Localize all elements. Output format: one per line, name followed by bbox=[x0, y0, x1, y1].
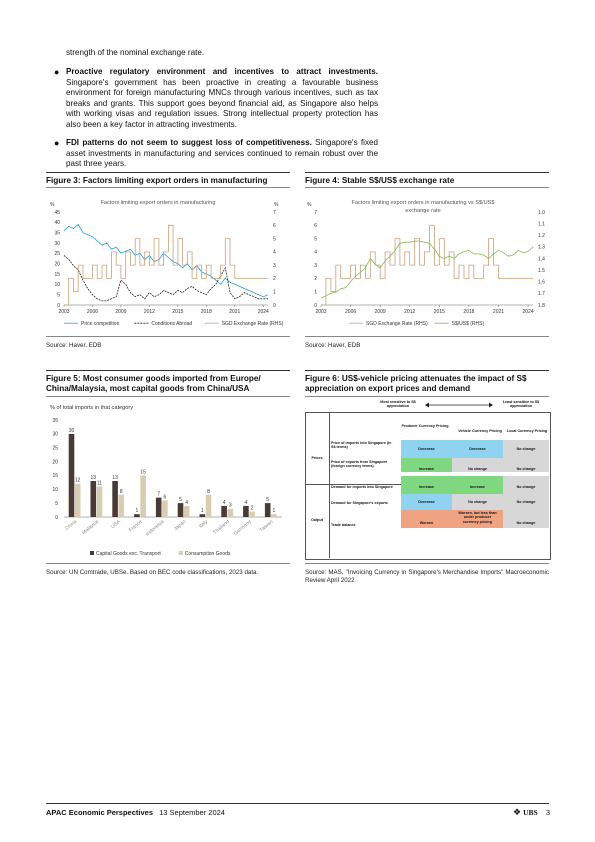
chart-title: % of total imports in that category bbox=[50, 405, 134, 411]
ubs-logo-icon: ❖ bbox=[512, 807, 522, 817]
y-tick-label-right: 1.4 bbox=[538, 256, 545, 263]
row-label: Trade balance bbox=[331, 523, 356, 527]
bar-capital bbox=[200, 514, 206, 517]
x-tick-label: France bbox=[127, 518, 144, 534]
row-label: Price of exports from Singapore (foreign currency terms) bbox=[331, 460, 388, 469]
y-tick-label-right: 3 bbox=[273, 262, 276, 269]
bar-value-label: 8 bbox=[119, 488, 123, 495]
bar-value-label: 8 bbox=[207, 488, 210, 495]
chart-title: Factors limiting export orders in manufacturing vs S$/US$ bbox=[351, 200, 495, 206]
y-tick-label: 1 bbox=[314, 289, 317, 296]
series-line-0 bbox=[64, 224, 268, 296]
x-tick-label: Thailand bbox=[212, 518, 231, 536]
bar-value-label: 11 bbox=[96, 480, 103, 487]
footer-right bbox=[490, 807, 550, 818]
y-tick-label: 6 bbox=[314, 223, 317, 230]
y-tick-label: 40 bbox=[54, 220, 60, 227]
series-line-2 bbox=[64, 225, 268, 305]
bar-value-label: 5 bbox=[179, 497, 182, 504]
row-label: Price of imports into Singapore (in S$ terms) bbox=[331, 441, 392, 450]
bar-consumption bbox=[249, 512, 255, 518]
fig4-chart bbox=[305, 194, 553, 332]
y-tick-label: 15 bbox=[54, 271, 60, 278]
footer-title: APAC Economic Perspectives bbox=[46, 808, 153, 817]
fig5-source: Source: UN Comtrade, UBSe. Based on BEC code classifications, 2023 data. bbox=[46, 569, 259, 576]
y-tick-label: 20 bbox=[54, 261, 60, 268]
y-tick-label-right: 1 bbox=[273, 289, 276, 296]
footer-date: 13 September 2024 bbox=[159, 808, 225, 817]
bullet-text: Singapore's fixed asset investments in manufacturing and services continued to remain robust over the past three years. bbox=[66, 138, 378, 169]
series-line-1 bbox=[321, 241, 533, 298]
bar-value-label: 4 bbox=[185, 499, 189, 506]
x-tick-label: 2012 bbox=[404, 309, 416, 315]
y-axis-label-right: % bbox=[274, 202, 279, 208]
y-tick-label: 25 bbox=[52, 445, 58, 452]
x-tick-label: 2012 bbox=[143, 309, 155, 315]
y-tick-label-right: 4 bbox=[273, 249, 276, 256]
bar-consumption bbox=[206, 495, 212, 517]
bar-value-label: 4 bbox=[222, 499, 226, 506]
y-tick-label: 2 bbox=[314, 276, 317, 283]
group-prices: Prices bbox=[311, 456, 323, 460]
y-tick-label: 35 bbox=[52, 417, 58, 424]
col-local: Local Currency Pricing bbox=[506, 429, 548, 433]
y-tick-label: 45 bbox=[54, 209, 60, 216]
y-tick-label: 0 bbox=[314, 302, 317, 309]
legend-label: SGD Exchange Rate (RHS) bbox=[366, 321, 428, 327]
x-tick-label: Japan bbox=[172, 518, 188, 533]
fig6-title: Figure 6: US$-vehicle pricing attenuates the impact of S$ appreciation on export prices and demand bbox=[305, 374, 527, 393]
y-tick-label: 10 bbox=[54, 282, 60, 289]
y-tick-label: 35 bbox=[54, 230, 60, 237]
y-tick-label: 25 bbox=[54, 251, 60, 258]
bullet-bold: Proactive regulatory environment and incentives to attract investments. bbox=[66, 67, 378, 76]
bar-capital bbox=[69, 434, 75, 517]
y-tick-label: 10 bbox=[52, 487, 58, 494]
fig6-source: Source: MAS, "Invoicing Currency in Singapore's Merchandise Imports" Macroeconomic Review April 2022 bbox=[305, 569, 549, 584]
table-cell: Decrease bbox=[452, 440, 503, 458]
bar-value-label: 13 bbox=[90, 475, 97, 481]
x-tick-label: 2003 bbox=[315, 309, 327, 315]
y-tick-label: 20 bbox=[52, 459, 58, 466]
table-cell: No change bbox=[452, 494, 503, 510]
chart-title: Factors limiting export orders in manufacturing bbox=[100, 200, 216, 206]
fig6-table bbox=[305, 398, 549, 560]
bar-capital bbox=[134, 514, 140, 517]
x-tick-label: 2003 bbox=[58, 309, 70, 315]
y-tick-label-right: 2 bbox=[273, 276, 276, 283]
x-tick-label: Italy bbox=[198, 518, 209, 530]
bar-consumption bbox=[140, 475, 146, 517]
table-cell: Increase bbox=[401, 458, 452, 472]
series-line-0 bbox=[321, 225, 533, 305]
bar-value-label: 13 bbox=[112, 475, 118, 481]
y-tick-label-right: 7 bbox=[273, 209, 276, 216]
bar-value-label: 15 bbox=[140, 469, 146, 476]
bar-value-label: 4 bbox=[244, 499, 248, 506]
y-tick-label-right: 1.2 bbox=[538, 233, 545, 240]
least-sensitive-label: Least sensitive to S$ appreciation bbox=[502, 400, 540, 409]
x-tick-label: 2024 bbox=[522, 309, 534, 315]
bar-consumption bbox=[75, 484, 81, 517]
bullet-regulatory bbox=[54, 67, 378, 131]
bullet-fdi bbox=[54, 138, 378, 170]
bar-capital bbox=[178, 503, 184, 517]
y-tick-label: 3 bbox=[314, 262, 317, 269]
bar-value-label: 7 bbox=[157, 491, 161, 498]
bullet-bold: FDI patterns do not seem to suggest loss of competitiveness. bbox=[66, 138, 312, 147]
bar-consumption bbox=[184, 506, 190, 517]
bar-capital bbox=[156, 498, 162, 517]
chart-title-line2: exchange rate bbox=[405, 208, 441, 214]
x-tick-label: 2021 bbox=[229, 309, 241, 315]
table-cell: No change bbox=[503, 510, 549, 528]
ubs-brand: UBS bbox=[523, 808, 538, 817]
bar-capital bbox=[221, 506, 227, 517]
y-tick-label: 30 bbox=[54, 240, 60, 247]
bullet-text: Singapore's government has been proactive in creating a favourable business environment for foreign manufacturing MNCs through various incentives, such as tax breaks and grants. This support goes beyond financial aid, as Singapore also helps with working visas and regulation issues. Strong intellectual property protection has also been a key factor in attracting investments. bbox=[66, 77, 378, 129]
table-cell: Increase bbox=[452, 476, 503, 494]
legend-label: S$/US$ (RHS) bbox=[451, 321, 485, 327]
y-tick-label-right: 6 bbox=[273, 223, 276, 230]
y-tick-label-right: 1.0 bbox=[538, 209, 545, 216]
bar-value-label: 12 bbox=[74, 477, 81, 484]
y-tick-label-right: 1.1 bbox=[538, 221, 545, 228]
x-tick-label: 2018 bbox=[200, 309, 212, 315]
row-label: Demand for Singapore's exports bbox=[331, 501, 388, 505]
y-tick-label: 7 bbox=[314, 209, 317, 216]
page-number: 3 bbox=[545, 808, 550, 817]
table-cell: Decrease bbox=[401, 494, 452, 510]
y-tick-label: 5 bbox=[57, 292, 60, 299]
x-tick-label: Malaysia bbox=[81, 518, 100, 537]
bar-consumption bbox=[162, 500, 168, 517]
bar-value-label: 1 bbox=[272, 508, 276, 515]
y-tick-label: 5 bbox=[314, 236, 317, 243]
y-tick-label-right: 1.7 bbox=[538, 291, 545, 298]
table-cell: No change bbox=[452, 458, 503, 472]
x-tick-label: 2018 bbox=[463, 309, 475, 315]
legend-swatch bbox=[90, 551, 94, 555]
y-tick-label: 0 bbox=[57, 302, 60, 309]
y-tick-label: 5 bbox=[55, 500, 58, 507]
table-cell: No change bbox=[503, 440, 549, 458]
bar-capital bbox=[91, 481, 97, 517]
col-producer: Producer Currency Pricing bbox=[401, 424, 449, 428]
bar-value-label: 3 bbox=[228, 502, 232, 509]
x-tick-label: 2009 bbox=[115, 309, 127, 315]
bar-capital bbox=[265, 503, 271, 517]
fig4-title: Figure 4: Stable S$/US$ exchange rate bbox=[305, 176, 455, 185]
intro-line: strength of the nominal exchange rate. bbox=[66, 48, 205, 57]
y-tick-label: 4 bbox=[314, 249, 317, 256]
y-axis-label: % bbox=[50, 202, 55, 208]
legend-swatch bbox=[179, 551, 183, 555]
x-tick-label: Taiwan bbox=[258, 518, 275, 534]
bar-value-label: 1 bbox=[135, 508, 139, 515]
x-tick-label: 2015 bbox=[433, 309, 445, 315]
group-output: Output bbox=[310, 518, 324, 522]
y-tick-label-right: 1.5 bbox=[538, 267, 545, 274]
y-tick-label: 30 bbox=[52, 431, 58, 438]
row-label: Demand for imports into Singapore bbox=[331, 485, 393, 489]
fig4-source: Source: Haver, EDB bbox=[305, 342, 361, 349]
footer-left bbox=[46, 808, 225, 817]
table-cell: No change bbox=[503, 458, 549, 472]
col-vehicle: Vehicle Currency Pricing bbox=[458, 429, 502, 433]
table-cell: Worsen bbox=[401, 510, 452, 528]
table-cell: Increase bbox=[401, 476, 452, 494]
y-tick-label-right: 0 bbox=[273, 302, 276, 309]
y-tick-label: 0 bbox=[55, 514, 58, 521]
fig5-title: Figure 5: Most consumer goods imported from Europe/ China/Malaysia, most capital goods from China/USA bbox=[46, 374, 261, 393]
x-tick-label: China bbox=[64, 518, 79, 532]
legend-label: Capital Goods exc. Transport bbox=[96, 551, 161, 557]
x-tick-label: 2006 bbox=[86, 309, 99, 315]
table-cell: No change bbox=[503, 476, 549, 494]
bar-consumption bbox=[271, 514, 277, 517]
bar-value-label: 2 bbox=[250, 505, 254, 512]
bullet-icon: ● bbox=[54, 138, 60, 148]
y-tick-label: 15 bbox=[52, 473, 58, 480]
bar-capital bbox=[243, 506, 249, 517]
bar-consumption bbox=[119, 495, 125, 517]
table-cell: No change bbox=[503, 494, 549, 510]
bar-consumption bbox=[97, 487, 103, 518]
bullet-icon: ● bbox=[54, 67, 60, 77]
x-tick-label: 2006 bbox=[345, 309, 357, 315]
legend-label: Price competition bbox=[81, 321, 120, 327]
y-tick-label-right: 1.8 bbox=[538, 302, 545, 309]
fig3-source: Source: Haver, EDB bbox=[46, 342, 102, 349]
y-tick-label-right: 1.3 bbox=[538, 244, 545, 251]
legend-label: Consumption Goods bbox=[184, 551, 231, 557]
most-sensitive-label: Most sensitive to S$ appreciation bbox=[380, 400, 416, 409]
bar-value-label: 6 bbox=[163, 494, 167, 501]
bar-consumption bbox=[228, 509, 234, 517]
x-tick-label: 2024 bbox=[257, 309, 269, 315]
legend-label: SGD Exchange Rate (RHS) bbox=[221, 321, 284, 327]
x-tick-label: 2021 bbox=[492, 309, 505, 315]
y-axis-label: % bbox=[307, 202, 312, 208]
x-tick-label: Germany bbox=[232, 518, 253, 537]
fig5-chart bbox=[46, 400, 290, 560]
bar-value-label: 5 bbox=[266, 497, 270, 504]
y-tick-label-right: 5 bbox=[273, 236, 276, 243]
x-tick-label: USA bbox=[110, 518, 122, 531]
table-cell: Decrease bbox=[401, 440, 452, 458]
bar-value-label: 1 bbox=[200, 508, 204, 515]
bar-capital bbox=[112, 481, 118, 517]
table-cell: Worsen, but less than under producer currency pricing bbox=[452, 510, 503, 528]
bar-value-label: 30 bbox=[68, 427, 75, 434]
legend-label: Conditions Abroad bbox=[151, 321, 193, 327]
x-tick-label: 2009 bbox=[374, 309, 386, 315]
sensitivity-arrow bbox=[425, 401, 493, 409]
fig3-chart bbox=[46, 194, 290, 332]
x-tick-label: 2015 bbox=[172, 309, 184, 315]
x-tick-label: Indonesia bbox=[144, 518, 166, 538]
fig3-title: Figure 3: Factors limiting export orders in manufacturing bbox=[46, 176, 268, 185]
y-tick-label-right: 1.6 bbox=[538, 279, 545, 286]
